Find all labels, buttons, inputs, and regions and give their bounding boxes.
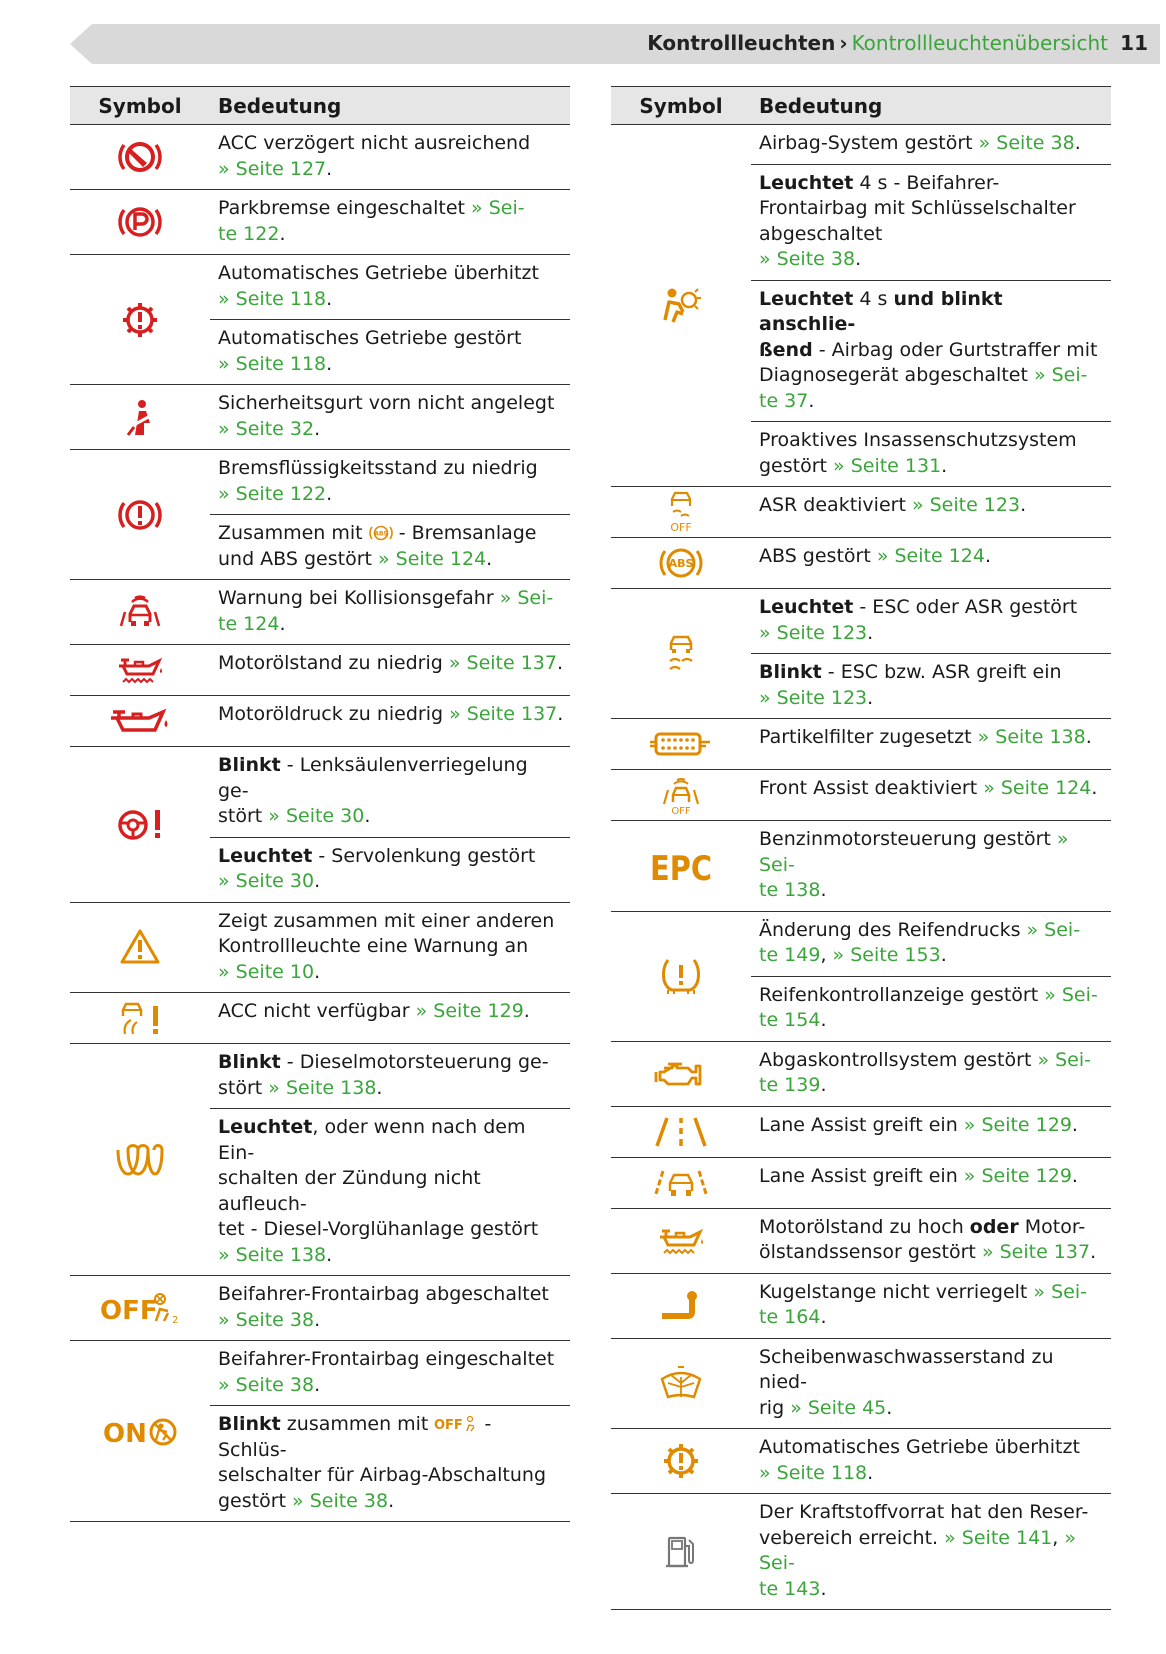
lane-assist-car-icon	[651, 1165, 711, 1201]
symbol-cell	[611, 1208, 751, 1273]
table-row	[611, 770, 1111, 821]
page-reference-link[interactable]: » Seite 38	[978, 132, 1075, 154]
symbol-cell	[70, 1044, 210, 1276]
page-reference-link[interactable]: » Seite 129	[963, 1164, 1072, 1187]
table-row	[70, 993, 570, 1044]
meaning-cell: Automatisches Getriebe gestört » Seite 118.	[210, 320, 570, 385]
meaning-cell: Blinkt - Dieselmotorsteuerung ge- stört » Seite 138.	[210, 1044, 570, 1109]
acc-unavailable-icon	[115, 998, 165, 1038]
page-reference-link[interactable]: » Seite 141	[944, 1526, 1053, 1549]
meaning-cell: Leuchtet 4 s - Beifahrer-Frontairbag mit Schlüsselschalter abgeschaltet » Seite 38.	[751, 164, 1111, 280]
engine-check-icon	[654, 1056, 708, 1092]
meaning-cell: ABS gestört » Seite 124.	[751, 538, 1111, 589]
page-reference-link[interactable]: » Sei- te 122	[218, 197, 525, 245]
table-row	[611, 589, 1111, 654]
tow-bar-icon	[656, 1288, 706, 1324]
oil-pressure-icon	[109, 706, 171, 736]
svg-text:EPC: EPC	[650, 848, 712, 885]
meaning-cell: Bremsflüssigkeitsstand zu niedrig » Seite 122.	[210, 450, 570, 515]
meaning-cell: Automatisches Getriebe überhitzt » Seite 118.	[210, 255, 570, 320]
page-reference-link[interactable]: » Seite 38	[218, 1373, 315, 1396]
fuel-reserve-icon	[661, 1532, 701, 1572]
meaning-cell: Scheibenwaschwasserstand zu nied- rig » Seite 45.	[751, 1338, 1111, 1429]
seatbelt-icon	[120, 397, 160, 437]
table-row	[611, 125, 1111, 165]
page-reference-link[interactable]: » Sei- te 149	[759, 918, 1081, 966]
gearbox-icon	[120, 300, 160, 340]
airbag-off-inline-icon	[434, 1415, 478, 1433]
symbol-cell	[70, 696, 210, 747]
esc-icon	[660, 634, 702, 674]
meaning-cell: Zusammen mit ABS - Bremsanlage und ABS gestört » Seite 124.	[210, 515, 570, 580]
meaning-cell: Reifenkontrollanzeige gestört » Sei- te 154.	[751, 976, 1111, 1041]
page-number: 11	[1120, 31, 1148, 55]
symbol-cell	[70, 645, 210, 696]
symbol-cell	[611, 487, 751, 538]
svg-text:OFF: OFF	[100, 1296, 158, 1325]
meaning-cell: Änderung des Reifendrucks » Sei- te 149, » Seite 153.	[751, 911, 1111, 976]
symbol-cell	[611, 1273, 751, 1338]
page-reference-link[interactable]: » Seite 137	[981, 1241, 1091, 1263]
page-reference-link[interactable]: » Seite 32	[218, 417, 315, 440]
table-row	[611, 1429, 1111, 1494]
page-reference-link[interactable]: » Seite 124	[876, 545, 985, 567]
brake-warning-icon	[117, 495, 163, 535]
meaning-cell: Beifahrer-Frontairbag abgeschaltet » Seite 38.	[210, 1276, 570, 1341]
svg-text:ABS: ABS	[668, 557, 694, 570]
acc-brake-icon	[117, 137, 163, 177]
meaning-cell: Leuchtet - Servolenkung gestört » Seite 30.	[210, 837, 570, 902]
symbol-cell	[70, 385, 210, 450]
meaning-cell: Lane Assist greift ein » Seite 129.	[751, 1157, 1111, 1208]
meaning-cell: Motorölstand zu hoch oder Motor- ölstandssensor gestört » Seite 137.	[751, 1208, 1111, 1273]
meaning-cell: Motoröldruck zu niedrig » Seite 137.	[210, 696, 570, 747]
page-reference-link[interactable]: » Sei- te 139	[759, 1048, 1091, 1096]
table-row	[70, 385, 570, 450]
meaning-cell: Partikelfilter zugesetzt » Seite 138.	[751, 719, 1111, 770]
page-reference-link[interactable]: » Sei- te 143	[759, 1526, 1076, 1600]
warning-lights-table-left	[70, 86, 570, 1522]
table-row	[70, 1276, 570, 1341]
column-header-meaning: Bedeutung	[210, 87, 570, 125]
meaning-cell: Zeigt zusammen mit einer anderen Kontrollleuchte eine Warnung an » Seite 10.	[210, 902, 570, 993]
meaning-cell: Airbag-System gestört » Seite 38.	[751, 125, 1111, 165]
table-header-row	[611, 87, 1111, 125]
symbol-cell	[611, 1041, 751, 1106]
svg-text:OFF: OFF	[434, 1418, 464, 1433]
front-assist-off-icon	[658, 774, 704, 816]
page-reference-link[interactable]: » Seite 38	[759, 248, 856, 270]
symbol-cell	[70, 902, 210, 993]
symbol-cell	[70, 747, 210, 903]
meaning-cell: Leuchtet 4 s und blinkt anschlie- ßend - Airbag oder Gurtstraffer mit Diagnosegerät abgeschaltet » Sei- te 37.	[751, 280, 1111, 422]
meaning-cell: Lane Assist greift ein » Seite 129.	[751, 1106, 1111, 1157]
collision-warning-icon	[115, 592, 165, 632]
meaning-cell: Der Kraftstoffvorrat hat den Reser- vebereich erreicht. » Seite 141, » Sei- te 143.	[751, 1494, 1111, 1610]
table-row	[70, 1341, 570, 1406]
lane-assist-icon	[653, 1114, 709, 1150]
table-row	[611, 821, 1111, 912]
symbol-cell	[70, 1276, 210, 1341]
symbol-cell	[611, 770, 751, 821]
meaning-cell: Blinkt - ESC bzw. ASR greift ein » Seite 123.	[751, 654, 1111, 719]
table-row	[611, 1041, 1111, 1106]
column-header-symbol: Symbol	[70, 87, 210, 125]
breadcrumb-separator: ›	[839, 31, 848, 55]
symbol-cell	[70, 190, 210, 255]
page-reference-link[interactable]: » Seite 38	[292, 1489, 389, 1512]
abs-inline-icon	[369, 524, 393, 542]
breadcrumb	[647, 31, 1108, 55]
page-reference-link[interactable]: » Seite 45	[790, 1396, 887, 1419]
meaning-cell: Leuchtet - ESC oder ASR gestört » Seite 123.	[751, 589, 1111, 654]
table-row	[611, 719, 1111, 770]
table-row	[70, 645, 570, 696]
table-row	[611, 1338, 1111, 1429]
column-header-symbol: Symbol	[611, 87, 751, 125]
page-reference-link[interactable]: » Seite 137	[448, 652, 557, 674]
page-reference-link[interactable]: » Sei- te 37	[759, 364, 1088, 412]
meaning-cell: Blinkt zusammen mit OFF - Schlüs- selschalter für Airbag-Abschaltung gestört » Seite 38.	[210, 1406, 570, 1522]
table-row	[70, 747, 570, 838]
page-reference-link[interactable]: » Seite 122	[218, 482, 327, 505]
table-row	[611, 487, 1111, 538]
warning-lights-table-right	[611, 86, 1111, 1610]
page-reference-link[interactable]: » Seite 38	[218, 1308, 315, 1331]
meaning-cell: Parkbremse eingeschaltet » Sei- te 122.	[210, 190, 570, 255]
table-row	[611, 1208, 1111, 1273]
table-row	[70, 580, 570, 645]
meaning-cell: Motorölstand zu niedrig » Seite 137.	[210, 645, 570, 696]
page-reference-link[interactable]: » Seite 123	[759, 621, 868, 644]
page-reference-link[interactable]: » Seite 138	[268, 1076, 377, 1099]
symbol-cell	[70, 580, 210, 645]
table-row	[70, 450, 570, 515]
svg-text:OFF: OFF	[671, 806, 691, 816]
page-reference-link[interactable]: » Seite 10	[218, 960, 315, 983]
abs-icon	[657, 543, 705, 583]
meaning-cell: Proaktives Insassenschutzsystem gestört » Seite 131.	[751, 422, 1111, 487]
page-reference-link[interactable]: » Sei- te 138	[759, 828, 1069, 901]
meaning-cell: Leuchtet, oder wenn nach dem Ein- schalten der Zündung nicht aufleuch- tet - Diesel-Vorglühanlage gestört » Seite 138.	[210, 1109, 570, 1276]
meaning-cell: ASR deaktiviert » Seite 123.	[751, 487, 1111, 538]
symbol-cell	[70, 255, 210, 385]
page-reference-link[interactable]: » Sei- te 154	[759, 983, 1098, 1031]
symbol-cell	[611, 1338, 751, 1429]
parking-brake-icon	[117, 202, 163, 242]
page-reference-link[interactable]: » Seite 137	[449, 703, 558, 725]
table-row	[611, 1273, 1111, 1338]
page-reference-link[interactable]: » Seite 124	[983, 777, 1092, 799]
glow-plug-icon	[114, 1142, 166, 1178]
airbag-icon	[659, 286, 703, 326]
meaning-cell: Automatisches Getriebe überhitzt » Seite 118.	[751, 1429, 1111, 1494]
steering-icon	[113, 804, 167, 844]
page-reference-link[interactable]: » Seite 153	[832, 944, 941, 966]
page-reference-link[interactable]: » Seite 129	[963, 1113, 1072, 1136]
meaning-cell: Blinkt - Lenksäulenverriegelung ge- stört » Seite 30.	[210, 747, 570, 838]
svg-text:2: 2	[172, 1315, 179, 1325]
symbol-cell	[70, 125, 210, 190]
oil-level-icon	[115, 652, 165, 688]
page-reference-link[interactable]: » Seite 138	[977, 726, 1086, 748]
epc-icon	[646, 847, 716, 885]
breadcrumb-section[interactable]: Kontrollleuchtenübersicht	[851, 31, 1108, 55]
page-reference-link[interactable]: » Seite 123	[759, 686, 868, 709]
table-row	[611, 911, 1111, 976]
svg-text:OFF: OFF	[670, 521, 692, 534]
meaning-cell: Abgaskontrollsystem gestört » Sei- te 139.	[751, 1041, 1111, 1106]
tire-pressure-icon	[658, 956, 704, 996]
airbag-off-icon	[98, 1291, 182, 1325]
svg-text:ON: ON	[103, 1419, 147, 1448]
symbol-cell	[611, 125, 751, 487]
page-reference-link[interactable]: » Sei- te 164	[759, 1280, 1087, 1328]
meaning-cell: Kugelstange nicht verriegelt » Sei- te 164.	[751, 1273, 1111, 1338]
page-reference-link[interactable]: » Seite 124	[378, 547, 487, 570]
page-reference-link[interactable]: » Seite 127	[218, 157, 327, 180]
table-row	[611, 1106, 1111, 1157]
table-row	[70, 125, 570, 190]
gearbox-icon	[661, 1441, 701, 1481]
warning-triangle-icon	[119, 928, 161, 966]
table-row	[70, 696, 570, 747]
page-reference-link[interactable]: » Sei- te 124	[218, 587, 554, 635]
symbol-cell	[611, 538, 751, 589]
table-row	[611, 1157, 1111, 1208]
page-reference-link[interactable]: » Seite 118	[218, 287, 327, 310]
meaning-cell: ACC nicht verfügbar » Seite 129.	[210, 993, 570, 1044]
meaning-cell: Beifahrer-Frontairbag eingeschaltet » Seite 38.	[210, 1341, 570, 1406]
table-row	[611, 538, 1111, 589]
breadcrumb-chapter[interactable]: Kontrollleuchten	[647, 31, 836, 55]
washer-fluid-icon	[656, 1363, 706, 1403]
symbol-cell	[611, 1429, 751, 1494]
symbol-cell	[611, 911, 751, 1041]
symbol-cell	[70, 1341, 210, 1522]
meaning-cell: ACC verzögert nicht ausreichend » Seite 127.	[210, 125, 570, 190]
meaning-cell: Front Assist deaktiviert » Seite 124.	[751, 770, 1111, 821]
page-reference-link[interactable]: » Seite 30	[268, 805, 365, 827]
airbag-on-icon	[101, 1414, 179, 1448]
symbol-cell	[611, 719, 751, 770]
meaning-cell: Warnung bei Kollisionsgefahr » Sei- te 124.	[210, 580, 570, 645]
table-row	[70, 902, 570, 993]
asr-off-icon	[661, 490, 701, 534]
column-header-meaning: Bedeutung	[751, 87, 1111, 125]
table-row	[70, 190, 570, 255]
symbol-cell	[70, 450, 210, 580]
symbol-cell	[611, 589, 751, 719]
page-reference-link[interactable]: » Seite 131	[833, 454, 942, 477]
table-row	[70, 1044, 570, 1109]
page-reference-link[interactable]: » Seite 129	[415, 1000, 524, 1022]
oil-level-icon	[656, 1223, 706, 1259]
symbol-cell	[611, 1106, 751, 1157]
page-reference-link[interactable]: » Seite 123	[911, 494, 1021, 516]
page-reference-link[interactable]: » Seite 118	[759, 1461, 868, 1484]
symbol-cell	[611, 821, 751, 912]
table-row	[70, 255, 570, 320]
table-header-row	[70, 87, 570, 125]
table-row	[611, 1494, 1111, 1610]
svg-text:ABS: ABS	[373, 530, 388, 538]
meaning-cell: Benzinmotorsteuerung gestört » Sei- te 138.	[751, 821, 1111, 912]
meaning-cell: Sicherheitsgurt vorn nicht angelegt » Seite 32.	[210, 385, 570, 450]
particle-filter-icon	[648, 729, 714, 759]
symbol-cell	[611, 1494, 751, 1610]
symbol-cell	[611, 1157, 751, 1208]
page-reference-link[interactable]: » Seite 118	[218, 352, 327, 375]
symbol-cell	[70, 993, 210, 1044]
page-reference-link[interactable]: » Seite 138	[218, 1243, 327, 1266]
page-reference-link[interactable]: » Seite 30	[218, 870, 315, 892]
